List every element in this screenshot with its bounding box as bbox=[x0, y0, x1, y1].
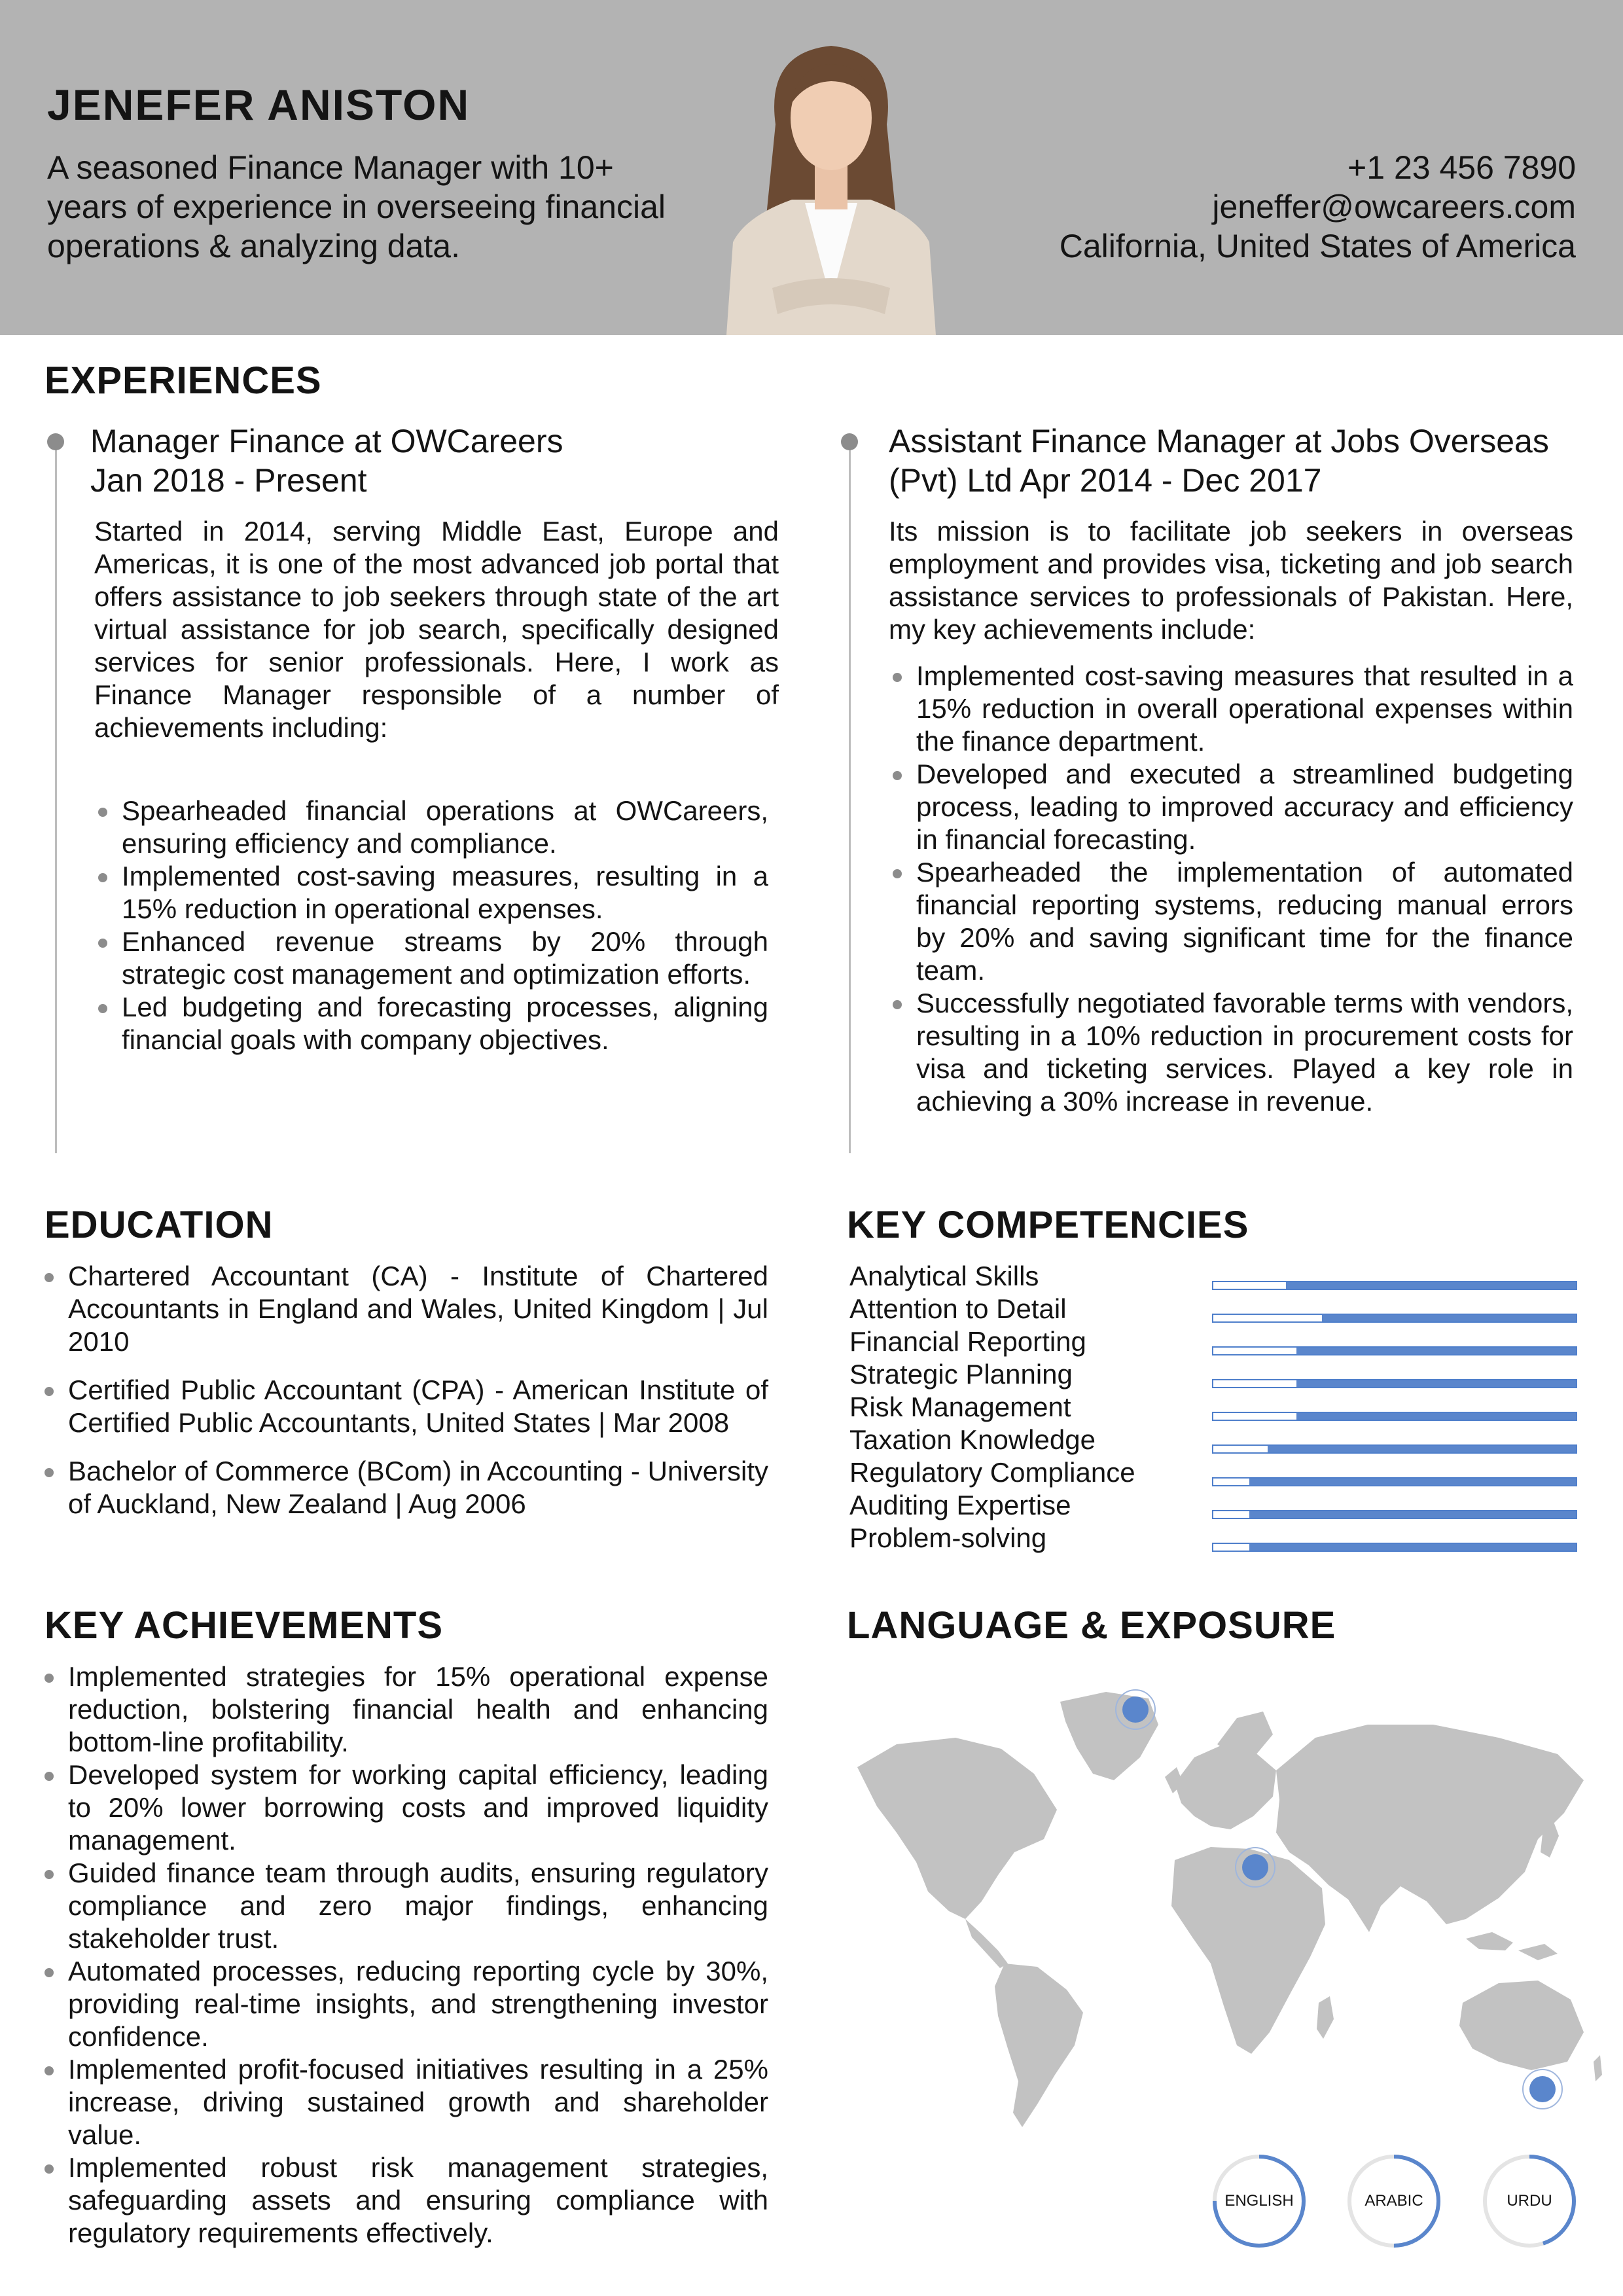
list-item: Spearheaded financial operations at OWCareers, ensuring efficiency and compliance. bbox=[96, 795, 768, 860]
skill-label: Taxation Knowledge bbox=[849, 1424, 1096, 1455]
phone-number: +1 23 456 7890 bbox=[1347, 149, 1576, 186]
list-item: Automated processes, reducing reporting cycle by 30%, providing real-time insights, and strengthening investor confidence. bbox=[42, 1955, 768, 2053]
list-item: Developed system for working capital efficiency, leading to 20% lower borrowing costs and improved liquidity management. bbox=[42, 1759, 768, 1857]
language-label: URDU bbox=[1507, 2192, 1552, 2210]
skill-row bbox=[849, 1489, 1577, 1522]
list-item: Chartered Accountant (CA) - Institute of Chartered Accountants in England and Wales, United Kingdom | Jul 2010 bbox=[42, 1260, 768, 1358]
education-list bbox=[42, 1260, 768, 1536]
language-ring-arabic bbox=[1345, 2152, 1443, 2250]
skill-label: Problem-solving bbox=[849, 1522, 1047, 1553]
timeline-line-right bbox=[849, 442, 851, 1153]
skill-label: Financial Reporting bbox=[849, 1326, 1086, 1357]
language-heading: LANGUAGE & EXPOSURE bbox=[847, 1604, 1336, 1647]
timeline-dot-left bbox=[47, 433, 64, 450]
achievements-heading: KEY ACHIEVEMENTS bbox=[45, 1604, 443, 1647]
job-summary-2: Its mission is to facilitate job seekers in overseas employment and provides visa, ticketing and job search assistance services to professionals of Pakistan. Here, my key achievements include: bbox=[889, 516, 1573, 645]
list-item: Implemented profit-focused initiatives resulting in a 25% increase, driving sustained growth and shareholder value. bbox=[42, 2053, 768, 2151]
list-item: Bachelor of Commerce (BCom) in Accounting - University of Auckland, New Zealand | Aug 2006 bbox=[42, 1455, 768, 1520]
competencies-heading: KEY COMPETENCIES bbox=[847, 1204, 1249, 1246]
skill-bar-fill bbox=[1249, 1511, 1576, 1518]
skills-list bbox=[849, 1260, 1577, 1554]
language-ring-english bbox=[1210, 2152, 1308, 2250]
skill-bar-fill bbox=[1322, 1315, 1576, 1321]
list-item: Spearheaded the implementation of automated financial reporting systems, reducing manual errors by 20% and saving significant time for the finance team. bbox=[890, 856, 1573, 987]
skill-bar bbox=[1212, 1314, 1577, 1323]
skill-bar-fill bbox=[1249, 1544, 1576, 1551]
skill-bar bbox=[1212, 1412, 1577, 1421]
skill-row bbox=[849, 1424, 1577, 1456]
timeline-dot-right bbox=[841, 433, 858, 450]
education-heading: EDUCATION bbox=[45, 1204, 274, 1246]
tagline: A seasoned Finance Manager with 10+ years of experience in overseeing financial operations & analyzing data. bbox=[47, 149, 666, 264]
timeline-line-left bbox=[55, 442, 57, 1153]
contact-block bbox=[1060, 148, 1576, 266]
profile-photo bbox=[713, 26, 949, 335]
skill-label: Regulatory Compliance bbox=[849, 1457, 1135, 1488]
list-item: Enhanced revenue streams by 20% through strategic cost management and optimization efforts. bbox=[96, 925, 768, 991]
list-item: Certified Public Accountant (CPA) - American Institute of Certified Public Accountants, United States | Mar 2008 bbox=[42, 1374, 768, 1439]
job-summary-1: Started in 2014, serving Middle East, Europe and Americas, it is one of the most advanced job portal that offers assistance to job seekers through state of the art virtual assistance for job search, specifically designed services for senior professionals. Here, I work as Finance Manager responsible of a number of achievements including: bbox=[94, 516, 779, 743]
candidate-name: JENEFER ANISTON bbox=[47, 81, 471, 129]
skill-row bbox=[849, 1358, 1577, 1391]
skill-bar-fill bbox=[1268, 1446, 1576, 1452]
skill-row bbox=[849, 1260, 1577, 1293]
skill-bar-fill bbox=[1296, 1348, 1576, 1354]
experiences-heading: EXPERIENCES bbox=[45, 359, 322, 402]
location: California, United States of America bbox=[1059, 228, 1576, 264]
skill-bar-fill bbox=[1286, 1282, 1576, 1289]
skill-label: Strategic Planning bbox=[849, 1359, 1073, 1390]
skill-bar bbox=[1212, 1543, 1577, 1552]
job-title-2: Assistant Finance Manager at Jobs Overseas (Pvt) Ltd Apr 2014 - Dec 2017 bbox=[889, 423, 1549, 499]
skill-bar bbox=[1212, 1444, 1577, 1454]
skill-bar-fill bbox=[1249, 1479, 1576, 1485]
achievements-list bbox=[42, 1660, 768, 2250]
skill-label: Analytical Skills bbox=[849, 1261, 1039, 1291]
list-item: Led budgeting and forecasting processes, aligning financial goals with company objectives. bbox=[96, 991, 768, 1056]
language-ring-urdu bbox=[1480, 2152, 1578, 2250]
skill-bar bbox=[1212, 1379, 1577, 1388]
skill-row bbox=[849, 1293, 1577, 1325]
skill-label: Auditing Expertise bbox=[849, 1490, 1071, 1520]
map-marker-oceania bbox=[1523, 2070, 1562, 2109]
list-item: Implemented robust risk management strategies, safeguarding assets and ensuring compliance with regulatory requirements effectively. bbox=[42, 2151, 768, 2250]
job-title-1: Manager Finance at OWCareers Jan 2018 - Present bbox=[90, 422, 784, 500]
job-bullets-1 bbox=[96, 795, 768, 1056]
skill-bar bbox=[1212, 1346, 1577, 1355]
skill-label: Attention to Detail bbox=[849, 1293, 1067, 1324]
list-item: Implemented strategies for 15% operational expense reduction, bolstering financial health and enhancing bottom-line profitability. bbox=[42, 1660, 768, 1759]
skill-bar bbox=[1212, 1281, 1577, 1290]
list-item: Implemented cost-saving measures that resulted in a 15% reduction in overall operational expenses within the finance department. bbox=[890, 660, 1573, 758]
skill-bar-fill bbox=[1296, 1413, 1576, 1420]
skill-bar bbox=[1212, 1477, 1577, 1486]
language-label: ENGLISH bbox=[1224, 2192, 1294, 2210]
world-map bbox=[818, 1676, 1603, 2134]
job-dates-1: Jan 2018 - Present bbox=[90, 462, 367, 499]
list-item: Developed and executed a streamlined budgeting process, leading to improved accuracy and efficiency in financial forecasting. bbox=[890, 758, 1573, 856]
language-label: ARABIC bbox=[1364, 2192, 1423, 2210]
skill-row bbox=[849, 1391, 1577, 1424]
skill-bar bbox=[1212, 1510, 1577, 1519]
skill-row bbox=[849, 1522, 1577, 1554]
skill-row bbox=[849, 1456, 1577, 1489]
job-bullets-2 bbox=[890, 660, 1573, 1118]
list-item: Guided finance team through audits, ensuring regulatory compliance and zero major findings, enhancing stakeholder trust. bbox=[42, 1857, 768, 1955]
skill-label: Risk Management bbox=[849, 1391, 1071, 1422]
list-item: Successfully negotiated favorable terms with vendors, resulting in a 10% reduction in procurement costs for visa and ticketing services. Played a key role in achieving a 30% increase in revenue. bbox=[890, 987, 1573, 1118]
email-address: jeneffer@owcareers.com bbox=[1212, 188, 1576, 225]
skill-row bbox=[849, 1325, 1577, 1358]
skill-bar-fill bbox=[1296, 1380, 1576, 1387]
list-item: Implemented cost-saving measures, resulting in a 15% reduction in operational expenses. bbox=[96, 860, 768, 925]
